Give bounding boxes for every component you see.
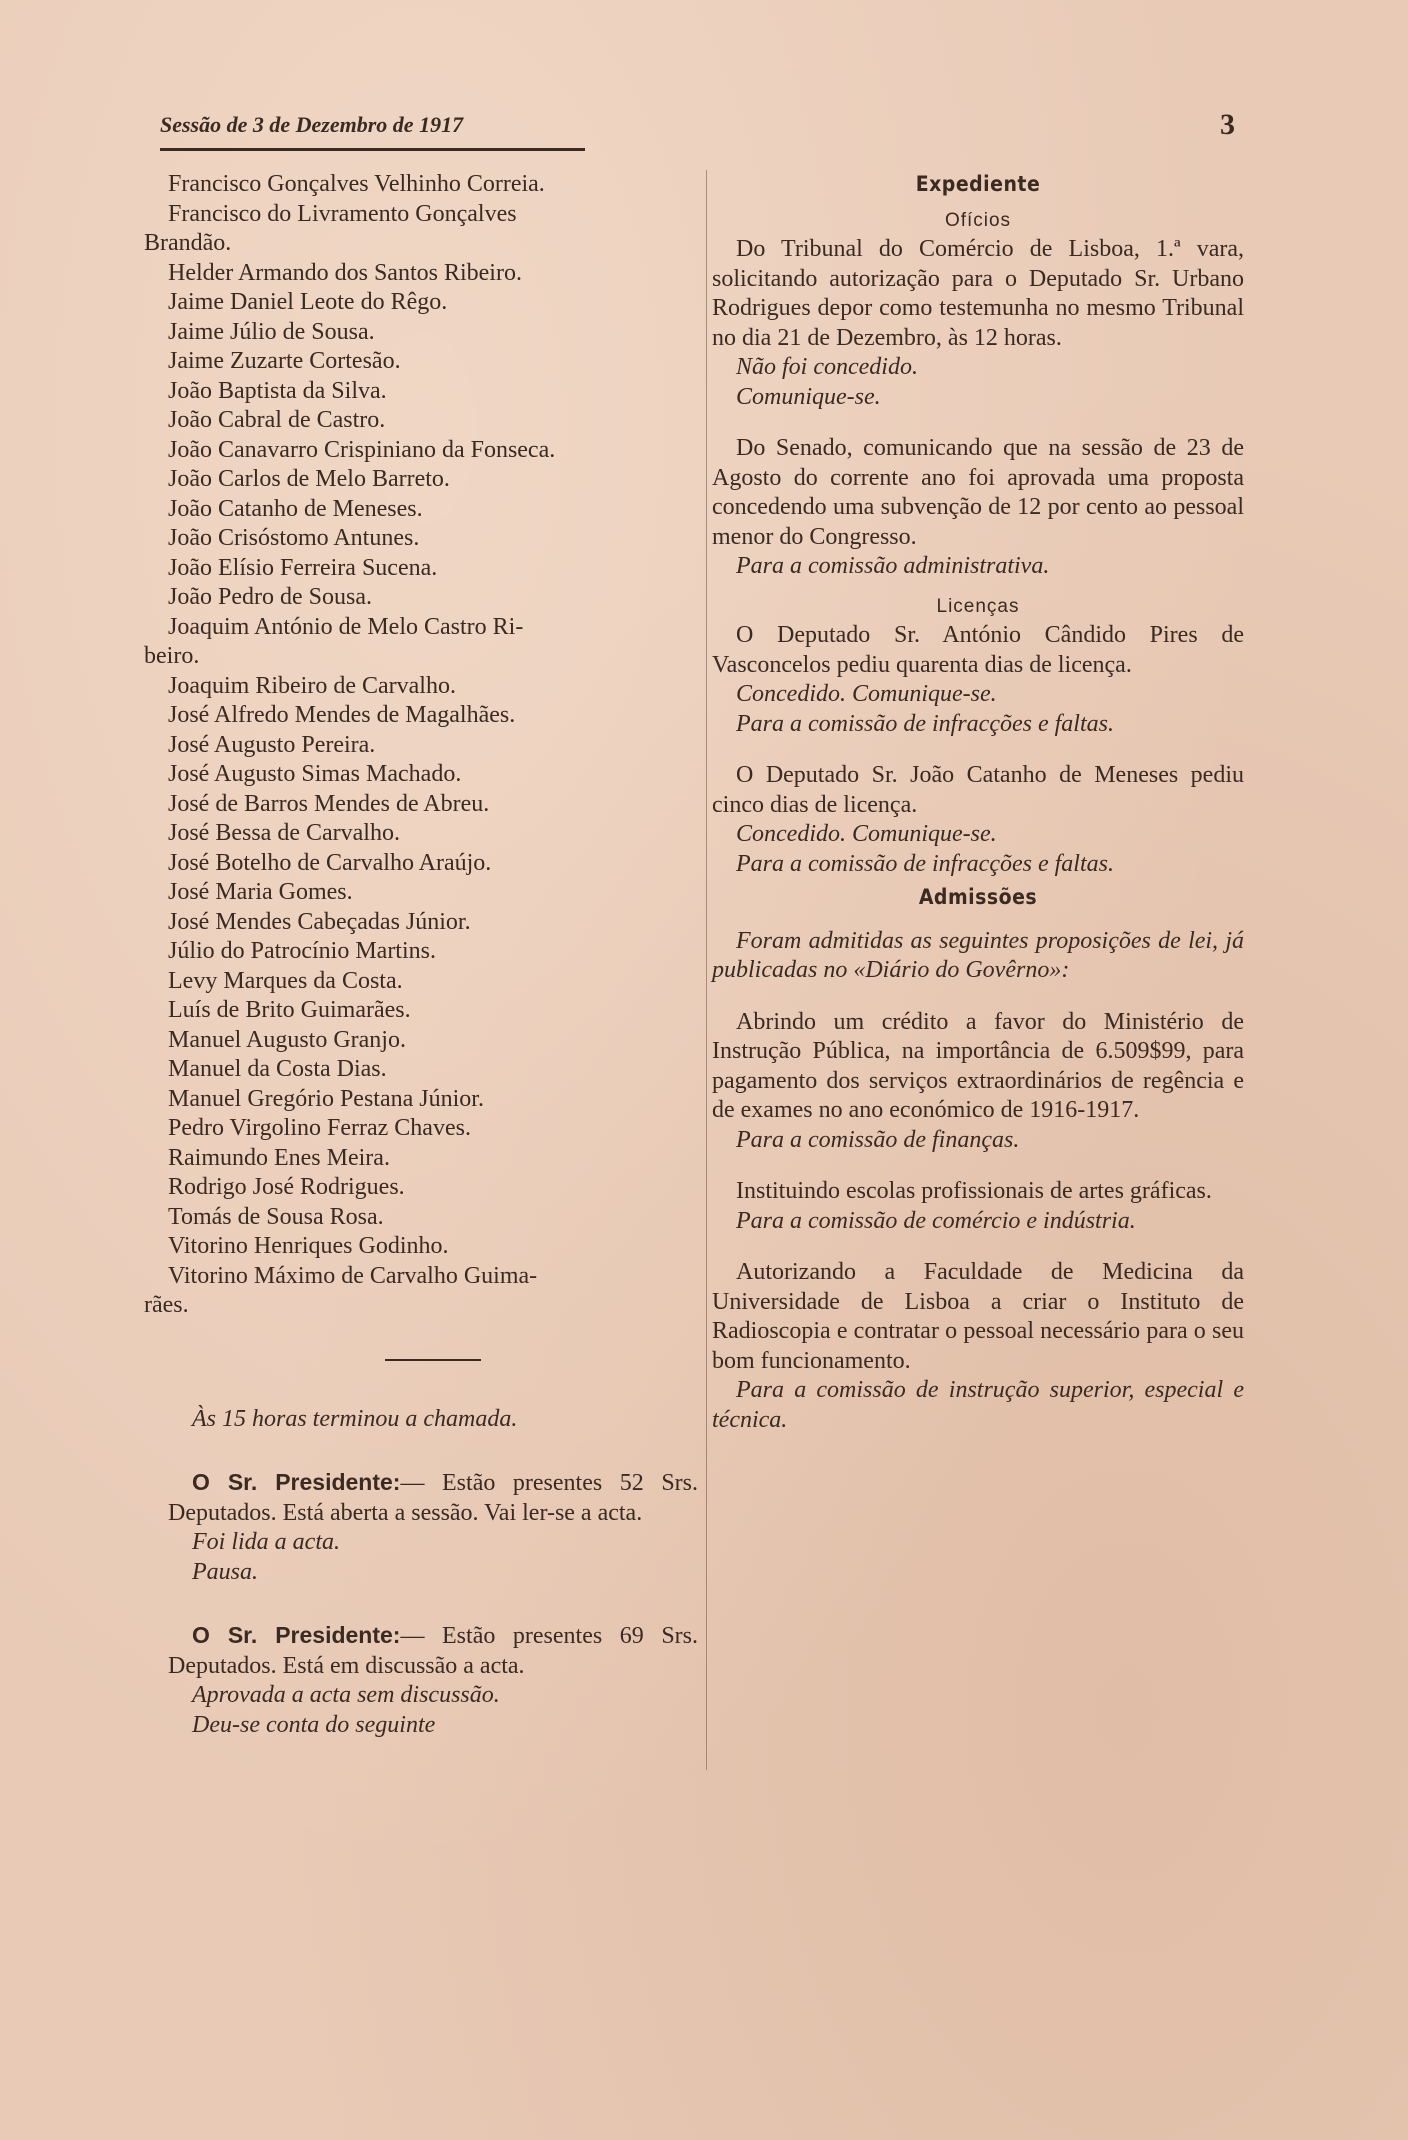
- deputy-name: Helder Armando dos Santos Ribeiro.: [168, 259, 522, 286]
- header-rule: [160, 148, 585, 151]
- deputy-name: José Augusto Pereira.: [168, 731, 376, 758]
- left-column: [144, 170, 698, 1740]
- deputy-name: Vitorino Máximo de Carvalho Guima-: [168, 1262, 538, 1289]
- oficio-item: Do Senado, comunicando que na sessão de 23 de Agosto do corrente ano foi aprovada uma proposta concedendo uma subvenção de 12 por cento ao pessoal menor do Congresso.: [712, 435, 1244, 550]
- subheading-oficios: Ofícios: [944, 209, 1012, 231]
- subheading-licencas: Licenças: [936, 595, 1020, 617]
- decision-note: Concedido. Comunique-se.: [736, 821, 997, 847]
- deputy-name: Joaquim Ribeiro de Carvalho.: [168, 672, 456, 699]
- decision-note: Para a comissão de infracções e faltas.: [736, 710, 1114, 737]
- deputy-name: João Cabral de Castro.: [168, 407, 386, 433]
- deputy-name: Vitorino Henriques Godinho.: [168, 1233, 449, 1259]
- bill-item: Autorizando a Faculdade de Medicina da Universidade de Lisboa a criar o Instituto de Radioscopia e contratar o pessoal necessário para o seu bom funcionamento.: [712, 1259, 1244, 1374]
- speaker-label: O Sr. Presidente:: [192, 1469, 401, 1495]
- deputy-name: José Mendes Cabeçadas Júnior.: [168, 908, 471, 935]
- licence-item: O Deputado Sr. João Catanho de Meneses pediu cinco dias de licença.: [712, 762, 1244, 818]
- deputy-name: João Elísio Ferreira Sucena.: [168, 554, 438, 581]
- stage-note: Aprovada a acta sem discussão.: [192, 1682, 500, 1708]
- referral-note: Para a comissão de comércio e indústria.: [736, 1207, 1136, 1234]
- referral-note: Para a comissão de instrução superior, especial e técnica.: [712, 1377, 1244, 1433]
- oficio-item: Do Tribunal do Comércio de Lisboa, 1.ª vara, solicitando autorização para o Deputado Sr. Urbano Rodrigues depor como testemunha no mesmo Tribunal no dia 21 de Dezembro, às 12 horas.: [712, 236, 1244, 351]
- referral-note: Para a comissão de finanças.: [736, 1126, 1020, 1153]
- bill-item: Instituindo escolas profissionais de artes gráficas.: [736, 1178, 1212, 1204]
- deputy-name: Júlio do Patrocínio Martins.: [168, 938, 436, 964]
- deputy-name: Levy Marques da Costa.: [168, 967, 403, 994]
- deputy-name-continuation: beiro.: [144, 643, 200, 669]
- column-divider: [706, 170, 707, 1770]
- statement-text: — Estão presentes 52 Srs. Deputados. Está aberta a sessão. Vai ler-se a acta.: [168, 1470, 698, 1526]
- president-statement-2: [168, 1621, 698, 1681]
- deputy-name: Manuel da Costa Dias.: [168, 1056, 387, 1082]
- deputy-name-continuation: rães.: [144, 1292, 189, 1318]
- licence-item: O Deputado Sr. António Cândido Pires de Vasconcelos pediu quarenta dias de licença.: [712, 622, 1244, 678]
- deputy-name: Luís de Brito Guimarães.: [168, 997, 411, 1023]
- section-separator: [385, 1359, 481, 1361]
- page-header: [160, 108, 1235, 148]
- deputy-name: João Carlos de Melo Barreto.: [168, 466, 450, 492]
- deputy-name: José de Barros Mendes de Abreu.: [168, 790, 490, 817]
- deputy-name: Joaquim António de Melo Castro Ri-: [168, 613, 524, 640]
- deputy-name: João Baptista da Silva.: [168, 377, 387, 404]
- deputy-name: Tomás de Sousa Rosa.: [168, 1203, 384, 1230]
- deputy-name: Francisco Gonçalves Velhinho Correia.: [168, 171, 545, 197]
- stage-note: Foi lida a acta.: [192, 1529, 340, 1555]
- section-heading-admissoes: Admissões: [918, 885, 1038, 909]
- deputy-name: José Botelho de Carvalho Araújo.: [168, 849, 492, 876]
- decision-note: Comunique-se.: [736, 383, 881, 410]
- deputy-name: João Canavarro Crispiniano da Fonseca.: [168, 436, 556, 463]
- deputy-name: Jaime Zuzarte Cortesão.: [168, 348, 401, 374]
- section-heading-expediente: Expediente: [915, 172, 1041, 196]
- deputy-name: João Catanho de Meneses.: [168, 495, 423, 522]
- admissions-intro: Foram admitidas as seguintes proposições de lei, já publicadas no «Diário do Govêrno»:: [712, 927, 1244, 983]
- deputy-name: José Alfredo Mendes de Magalhães.: [168, 702, 516, 728]
- decision-note: Não foi concedido.: [736, 354, 918, 380]
- deputy-name: Jaime Daniel Leote do Rêgo.: [168, 289, 448, 315]
- deputy-name: Manuel Gregório Pestana Júnior.: [168, 1085, 484, 1112]
- deputy-name: Jaime Júlio de Sousa.: [168, 318, 375, 345]
- stage-note: Deu-se conta do seguinte: [192, 1711, 436, 1738]
- speaker-label: O Sr. Presidente:: [192, 1622, 401, 1648]
- deputy-name: João Crisóstomo Antunes.: [168, 525, 420, 551]
- deputy-name: Pedro Virgolino Ferraz Chaves.: [168, 1115, 471, 1141]
- president-statement-1: [168, 1468, 698, 1528]
- deputy-name: João Pedro de Sousa.: [168, 584, 372, 610]
- deputy-name: José Augusto Simas Machado.: [168, 761, 462, 787]
- deputy-name: Rodrigo José Rodrigues.: [168, 1174, 405, 1200]
- statement-text: — Estão presentes 69 Srs. Deputados. Está em discussão a acta.: [168, 1623, 698, 1679]
- decision-note: Para a comissão administrativa.: [736, 553, 1050, 579]
- stage-note: Pausa.: [192, 1558, 258, 1585]
- deputies-list: [144, 170, 698, 1321]
- decision-note: Para a comissão de infracções e faltas.: [736, 850, 1114, 877]
- right-column: [712, 170, 1244, 1435]
- page-number: 3: [1220, 108, 1235, 141]
- deputy-name: José Maria Gomes.: [168, 879, 353, 905]
- deputy-name: Manuel Augusto Granjo.: [168, 1026, 406, 1053]
- deputy-name: Francisco do Livramento Gonçalves: [168, 200, 517, 227]
- running-title: Sessão de 3 de Dezembro de 1917: [160, 112, 464, 137]
- deputy-name: Raimundo Enes Meira.: [168, 1144, 390, 1171]
- roll-call-note: Às 15 horas terminou a chamada.: [192, 1405, 518, 1432]
- bill-item: Abrindo um crédito a favor do Ministério de Instrução Pública, na importância de 6.509$99, para pagamento dos serviços extraordinários de regência e de exames no ano económico de 1916-1917.: [712, 1008, 1244, 1123]
- deputy-name: José Bessa de Carvalho.: [168, 820, 400, 846]
- decision-note: Concedido. Comunique-se.: [736, 681, 997, 707]
- deputy-name-continuation: Brandão.: [144, 230, 232, 256]
